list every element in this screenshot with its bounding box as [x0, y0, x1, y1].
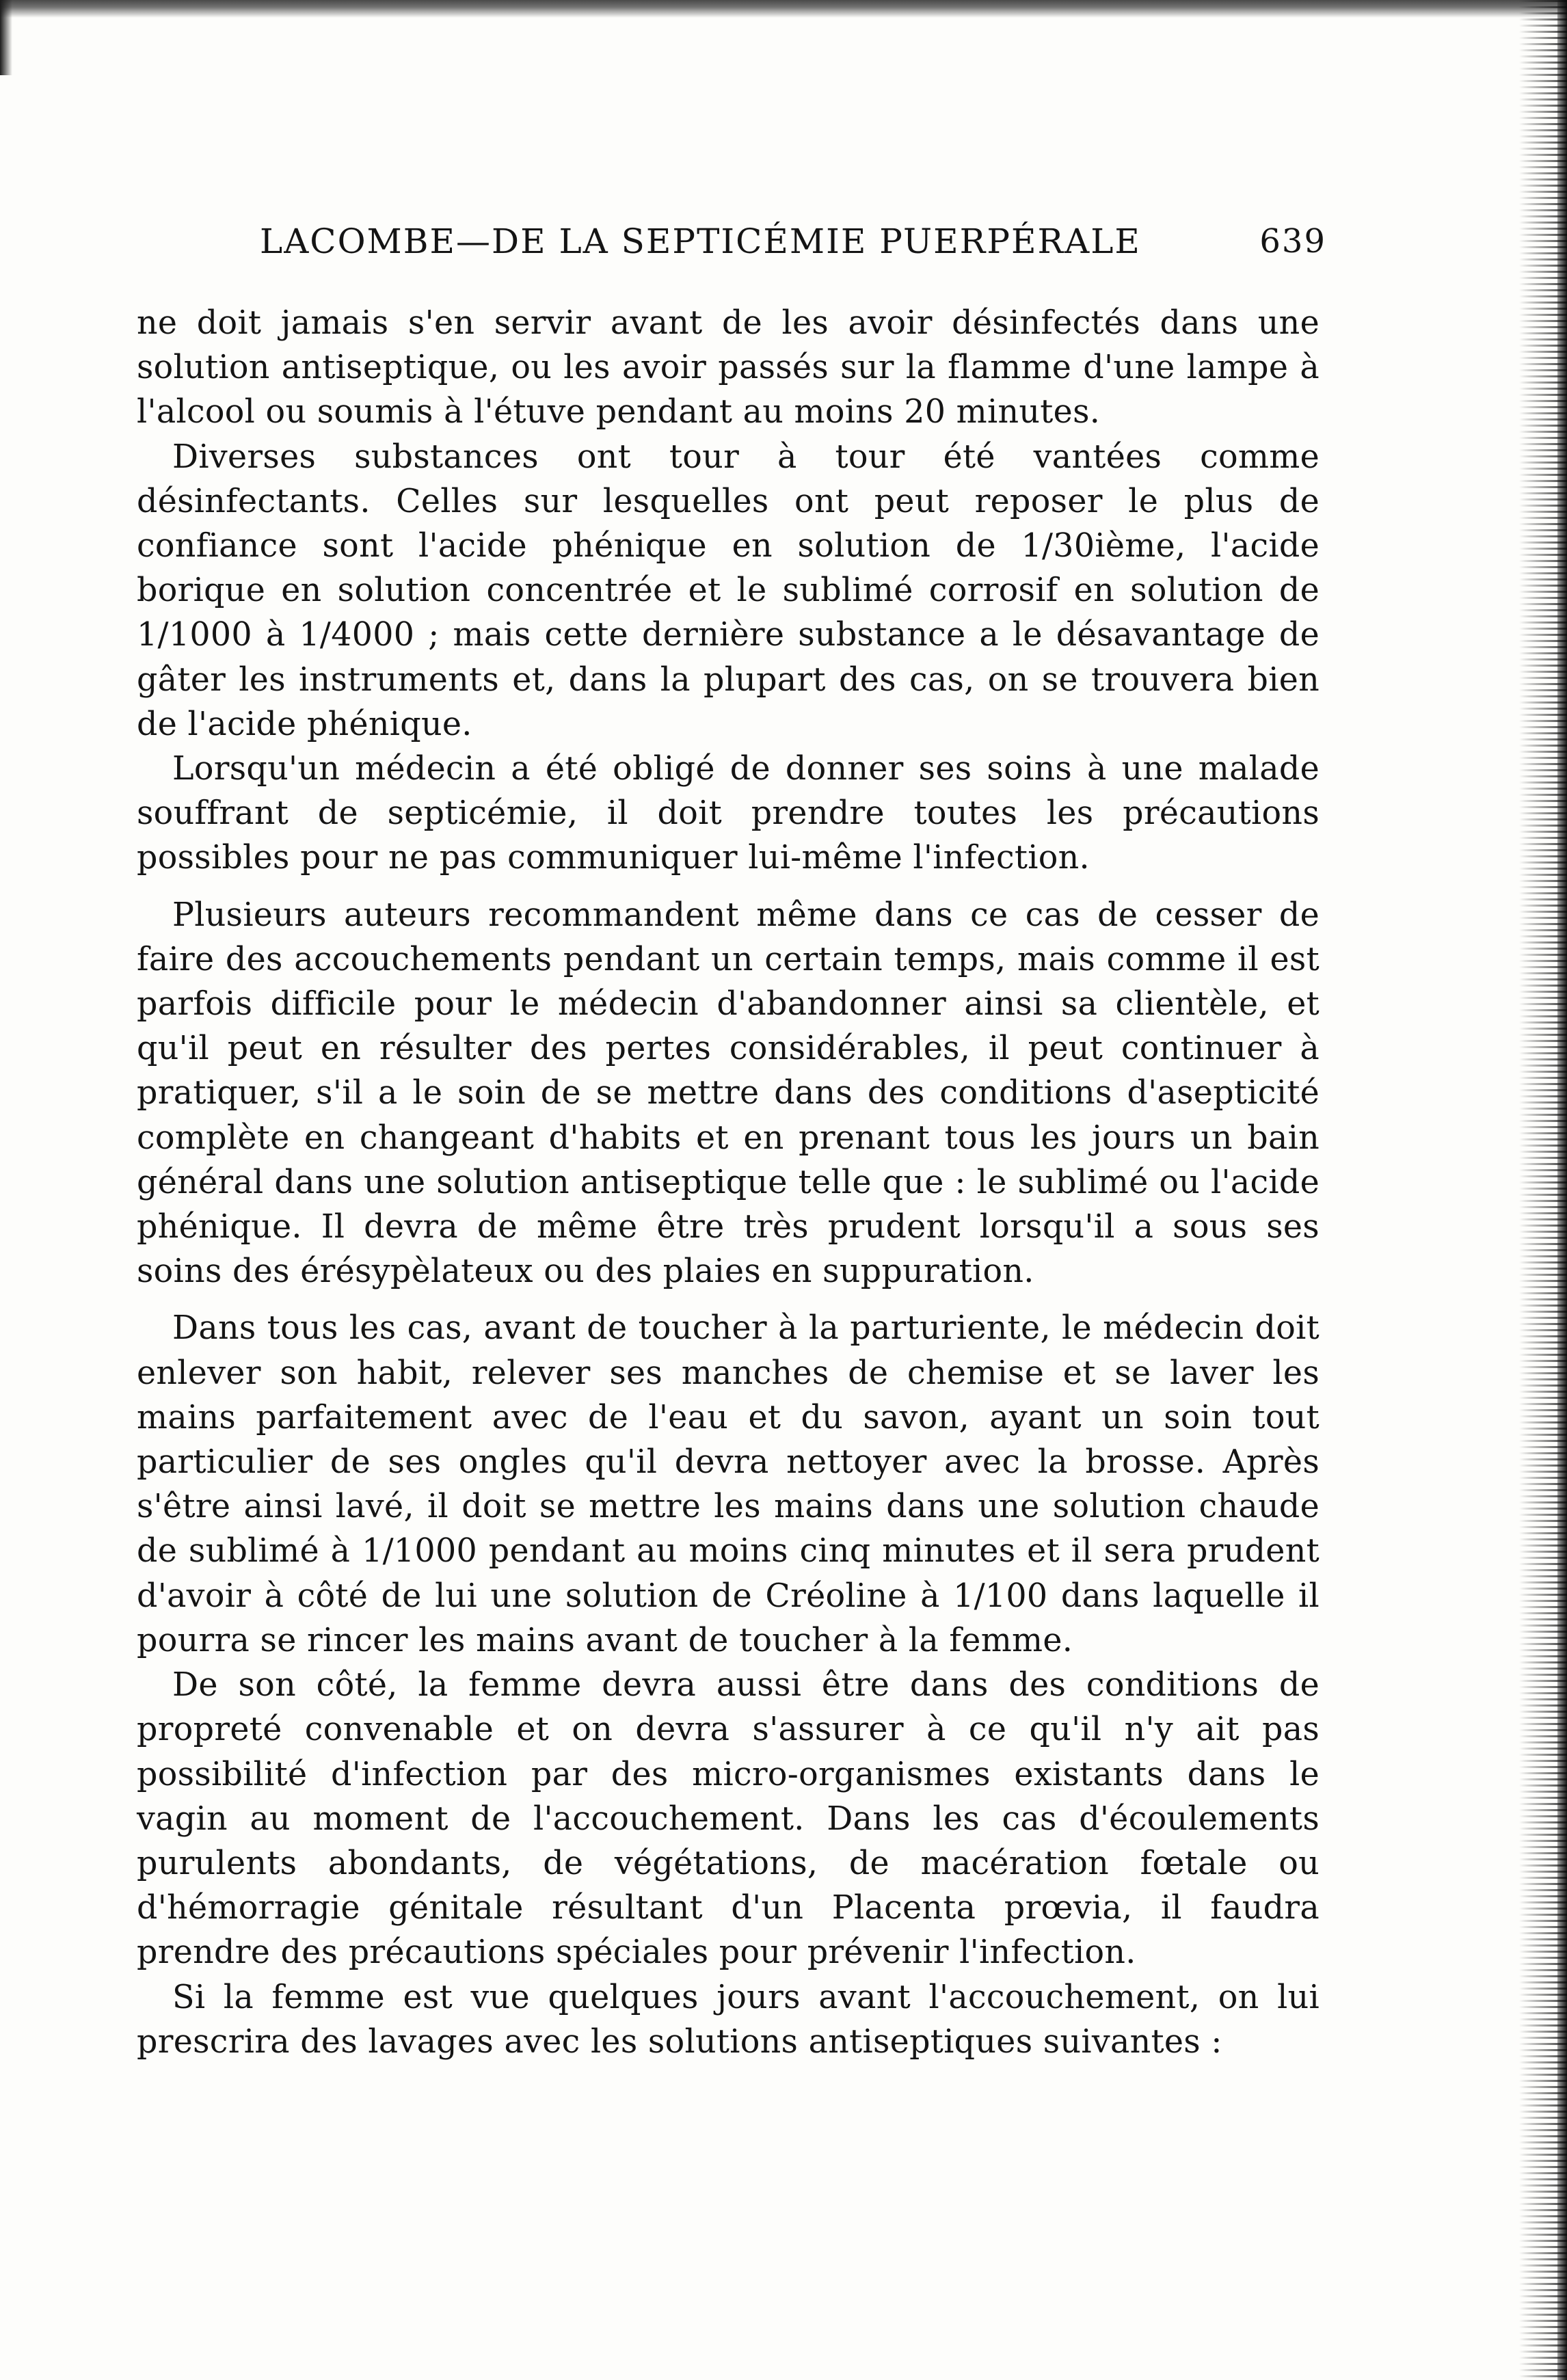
page-header [260, 217, 1326, 265]
paragraph-6: De son côté, la femme devra aussi être dans des conditions de propreté convenable et on devra s'assurer à ce qu'il n'y ait pas possibilité d'infection par des micro-organismes existants dans le vagin au moment de l'accouchement. Dans les cas d'écoulements purulents abondants, de végétations, de macération fœtale ou d'hémorragie génitale résultant d'un Placenta prœvia, il faudra prendre des précautions spéciales pour prévenir l'infection. [137, 1666, 1320, 1972]
scan-edge-right-border [1557, 0, 1567, 2380]
paragraph-7: Si la femme est vue quelques jours avant l'accouchement, on lui prescrira des lavages avec les solutions antiseptiques suivantes : [137, 1978, 1320, 2061]
paragraph-2: Diverses substances ont tour à tour été vantées comme désinfectants. Celles sur lesquelles ont peut reposer le plus de confiance sont l'acide phénique en solution de 1/30ième, l'acide borique en solution concentrée et le sublimé corrosif en solution de 1/1000 à 1/4000 ; mais cette dernière substance a le désavantage de gâter les instruments et, dans la plupart des cas, on se trouvera bien de l'acide phénique. [137, 438, 1320, 743]
running-head: LACOMBE—DE LA SEPTICÉMIE PUERPÉRALE [260, 222, 1141, 261]
paragraph-1: ne doit jamais s'en servir avant de les avoir désinfectés dans une solution antiseptique, ou les avoir passés sur la flamme d'une lampe à l'alcool ou soumis à l'étuve pendant au moins 20 minutes. [137, 304, 1320, 431]
paragraph-4: Plusieurs auteurs recommandent même dans ce cas de cesser de faire des accouchements pendant un certain temps, mais comme il est parfois difficile pour le médecin d'abandonner ainsi sa clientèle, et qu'il peut en résulter des pertes considérables, il peut continuer à pratiquer, s'il a le soin de se mettre dans des conditions d'asepticité complète en changeant d'habits et en prenant tous les jours un bain général dans une solution antiseptique telle que : le sublimé ou l'acide phénique. Il devra de même être très prudent lorsqu'il a sous ses soins des érésypèlateux ou des plaies en suppuration. [137, 896, 1320, 1291]
scan-edge-top-left [0, 0, 12, 75]
paragraph-5: Dans tous les cas, avant de toucher à la parturiente, le médecin doit enlever son habit, relever ses manches de chemise et se laver les mains parfaitement avec de l'eau et du savon, ayant un soin tout particulier de ses ongles qu'il devra nettoyer avec la brosse. Après s'être ainsi lavé, il doit se mettre les mains dans une solution chaude de sublimé à 1/1000 pendant au moins cinq minutes et il sera prudent d'avoir à côté de lui une solution de Créoline à 1/100 dans laquelle il pourra se rincer les mains avant de toucher à la femme. [137, 1309, 1320, 1659]
page-number: 639 [1259, 222, 1326, 260]
scan-edge-top [0, 0, 1567, 18]
paragraph-3: Lorsqu'un médecin a été obligé de donner ses soins à une malade souffrant de septicémie, il doit prendre toutes les précautions possibles pour ne pas communiquer lui-même l'infection. [137, 750, 1320, 877]
body-text [137, 301, 1320, 2064]
